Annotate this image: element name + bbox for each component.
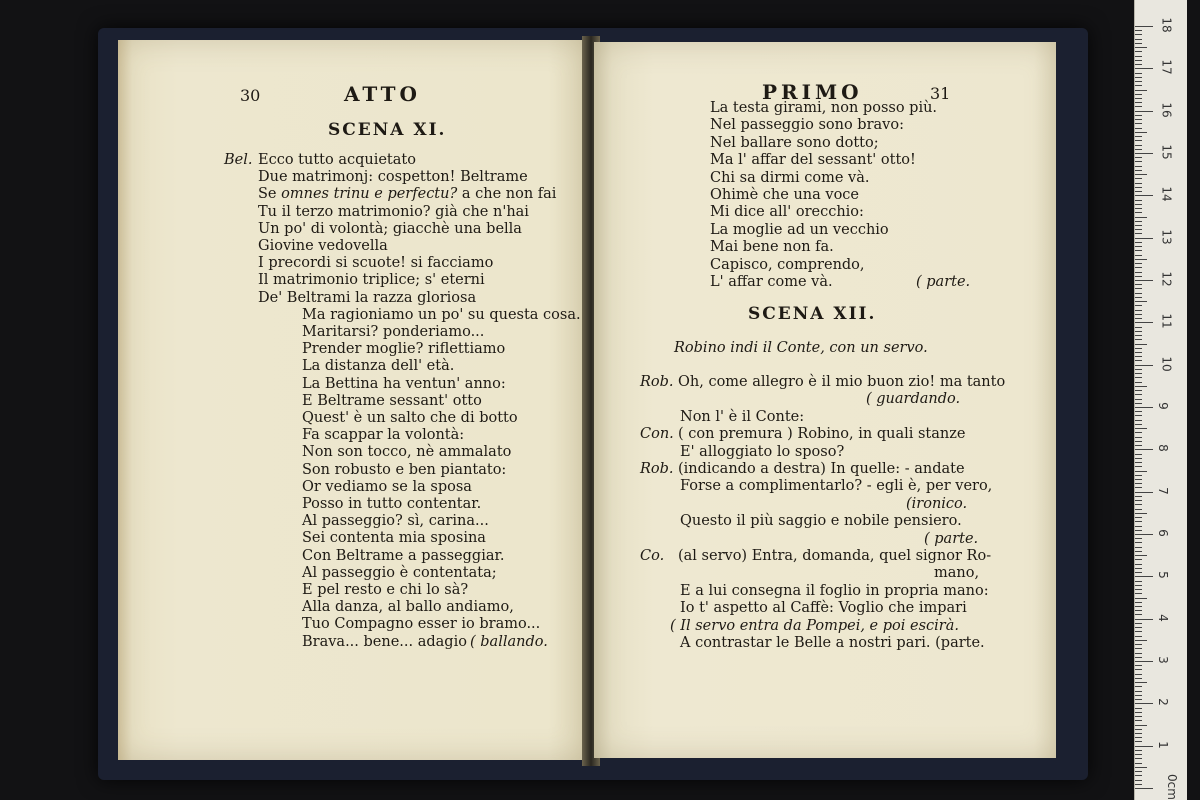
verse-line: Quest' è un salto che di botto <box>302 410 518 426</box>
ruler-tick <box>1135 132 1147 133</box>
ruler-tick <box>1135 669 1142 670</box>
ruler-tick <box>1135 60 1142 61</box>
page-number: 31 <box>930 84 951 103</box>
ruler-tick <box>1135 73 1142 74</box>
ruler-tick <box>1135 43 1142 44</box>
ruler-tick <box>1135 47 1147 48</box>
ruler-tick <box>1135 568 1142 569</box>
ruler-tick <box>1135 360 1142 361</box>
ruler-tick <box>1135 327 1142 328</box>
ruler-tick <box>1135 725 1147 726</box>
ruler-tick <box>1135 178 1142 179</box>
ruler-tick <box>1135 648 1142 649</box>
ruler-tick <box>1135 183 1142 184</box>
ruler-tick <box>1135 665 1142 666</box>
verse-line: Al passeggio? sì, carina... <box>302 513 489 530</box>
verse-line: Giovine vedovella <box>258 238 388 254</box>
ruler-label: 2 <box>1155 698 1170 707</box>
ruler-tick <box>1135 386 1147 387</box>
ruler-tick <box>1135 627 1142 628</box>
ruler-tick <box>1135 204 1142 205</box>
verse-line: De' Beltrami la razza gloriosa <box>258 289 477 306</box>
ruler-tick <box>1135 267 1142 268</box>
ruler-tick <box>1135 170 1142 171</box>
ruler-tick <box>1135 653 1142 654</box>
ruler-tick <box>1135 682 1147 683</box>
ruler-tick <box>1135 242 1142 243</box>
ruler-tick <box>1135 432 1142 433</box>
verse-line: Prender moglie? riflettiamo <box>302 341 506 358</box>
ruler-tick <box>1135 784 1142 785</box>
verse-line: Due matrimonj: cospetton! Beltrame <box>258 169 528 186</box>
speaker-label: Bel. <box>224 152 253 168</box>
ruler-tick <box>1135 754 1142 755</box>
ruler-tick <box>1135 589 1142 590</box>
ruler-tick <box>1135 399 1142 400</box>
ruler-tick <box>1135 703 1153 704</box>
verse-line: L' affar come và. <box>710 274 833 290</box>
ruler-tick <box>1135 276 1142 277</box>
verse-line: Fa scappar la volontà: <box>302 427 465 444</box>
ruler-tick <box>1135 30 1142 31</box>
ruler-label: 13 <box>1159 229 1174 245</box>
verse-line: Posso in tutto contentar. <box>302 496 482 512</box>
ruler-tick <box>1135 348 1142 349</box>
ruler-tick <box>1135 310 1142 311</box>
ruler-tick <box>1135 513 1147 514</box>
dialogue-line: A contrastar le Belle a nostri pari. (parte. <box>680 635 985 651</box>
latin-phrase: omnes trinu e perfectu? <box>281 186 458 203</box>
verse-line: Tuo Compagno esser io bramo... <box>302 616 541 633</box>
verse-line: Ecco tutto acquietato <box>258 152 416 168</box>
ruler-tick <box>1135 212 1142 213</box>
ruler-tick <box>1135 487 1142 488</box>
verse-line: Capisco, comprendo, <box>710 256 865 273</box>
ruler-tick <box>1135 123 1142 124</box>
ruler-tick <box>1135 255 1142 256</box>
stage-direction: ( parte. <box>916 274 971 290</box>
ruler-tick <box>1135 407 1153 408</box>
ruler-tick <box>1135 51 1142 52</box>
verse-line: La testa girami, non posso più. <box>710 100 938 116</box>
ruler-tick <box>1135 576 1153 577</box>
left-page <box>118 40 589 760</box>
page-number: 30 <box>240 86 261 105</box>
ruler-tick <box>1135 771 1142 772</box>
ruler-tick <box>1135 293 1142 294</box>
ruler-tick <box>1135 305 1142 306</box>
ruler-label: 4 <box>1155 613 1170 622</box>
speaker-label: Rob. <box>640 461 674 477</box>
ruler-tick <box>1135 288 1142 289</box>
ruler-tick <box>1135 64 1142 65</box>
ruler-tick <box>1135 411 1142 412</box>
ruler-tick <box>1135 90 1147 91</box>
verse-line: Un po' di volontà; giacchè una bella <box>258 220 522 237</box>
ruler-tick <box>1135 301 1147 302</box>
ruler-tick <box>1135 365 1153 366</box>
ruler-label: 10 <box>1159 356 1174 372</box>
ruler-tick <box>1135 479 1142 480</box>
ruler-tick <box>1135 631 1142 632</box>
ruler-tick <box>1135 758 1142 759</box>
verse-line <box>258 186 556 203</box>
ruler-label: 12 <box>1159 271 1174 287</box>
ruler-tick <box>1135 356 1142 357</box>
ruler-tick <box>1135 221 1142 222</box>
ruler-tick <box>1135 763 1142 764</box>
speaker-label: Con. <box>640 426 674 443</box>
ruler-tick <box>1135 246 1142 247</box>
ruler-tick <box>1135 34 1142 35</box>
ruler-tick <box>1135 344 1147 345</box>
verse-line: Or vediamo se la sposa <box>302 478 472 495</box>
ruler-tick <box>1135 111 1153 112</box>
ruler-tick <box>1135 534 1153 535</box>
verse-line: Al passeggio è contentata; <box>302 564 497 581</box>
verse-line: Alla danza, al ballo andiamo, <box>302 599 514 616</box>
ruler-tick <box>1135 691 1142 692</box>
ruler-tick <box>1135 284 1142 285</box>
ruler-tick <box>1135 623 1142 624</box>
running-head: ATTO <box>344 82 421 106</box>
ruler-tick <box>1135 26 1153 27</box>
verse-line: Chi sa dirmi come và. <box>710 169 870 186</box>
dialogue-line: (al servo) Entra, domanda, quel signor Ro- <box>678 548 992 564</box>
verse-line: Mai bene non fa. <box>710 239 834 256</box>
ruler-label: 3 <box>1155 656 1170 664</box>
ruler-tick <box>1135 229 1142 230</box>
ruler-tick <box>1135 420 1142 421</box>
ruler-tick <box>1135 741 1142 742</box>
verse-line: Ma l' affar del sessant' otto! <box>710 152 916 169</box>
ruler-tick <box>1135 314 1142 315</box>
ruler-tick <box>1135 729 1142 730</box>
ruler-tick <box>1135 208 1142 209</box>
ruler-tick <box>1135 606 1142 607</box>
ruler-tick <box>1135 521 1142 522</box>
ruler-tick <box>1135 233 1142 234</box>
ruler-tick <box>1135 445 1142 446</box>
ruler-tick <box>1135 68 1153 69</box>
speaker-label: Co. <box>640 548 665 564</box>
ruler-tick <box>1135 593 1142 594</box>
ruler-tick <box>1135 174 1147 175</box>
ruler-tick <box>1135 428 1147 429</box>
ruler-tick <box>1135 39 1142 40</box>
ruler-tick <box>1135 157 1142 158</box>
ruler-label: 16 <box>1159 102 1174 118</box>
ruler-tick <box>1135 686 1142 687</box>
ruler-tick <box>1135 149 1142 150</box>
ruler-tick <box>1135 509 1142 510</box>
verse-line: E pel resto e chi lo sà? <box>302 582 469 598</box>
verse-line: La moglie ad un vecchio <box>710 221 889 238</box>
ruler-tick <box>1135 504 1142 505</box>
ruler-tick <box>1135 335 1142 336</box>
ruler-tick <box>1135 424 1142 425</box>
ruler-tick <box>1135 259 1147 260</box>
ruler-tick <box>1135 788 1153 789</box>
ruler-tick <box>1135 471 1147 472</box>
ruler-tick <box>1135 238 1153 239</box>
dialogue-line: Questo il più saggio e nobile pensiero. <box>680 513 962 530</box>
ruler-tick <box>1135 712 1142 713</box>
dialogue-line: mano, <box>934 565 980 582</box>
ruler-tick <box>1135 394 1142 395</box>
ruler-tick <box>1135 441 1142 442</box>
ruler-tick <box>1135 119 1142 120</box>
ruler-tick <box>1135 352 1142 353</box>
ruler-tick <box>1135 720 1142 721</box>
stage-direction: ( ballando. <box>470 633 548 650</box>
ruler-tick <box>1135 678 1142 679</box>
ruler-tick <box>1135 263 1142 264</box>
ruler-tick <box>1135 610 1142 611</box>
verse-line: Tu il terzo matrimonio? già che n'hai <box>258 203 529 220</box>
verse-line: La distanza dell' età. <box>302 358 455 375</box>
verse-line: Il matrimonio triplice; s' eterni <box>258 272 485 289</box>
ruler-tick <box>1135 449 1153 450</box>
verse-text: Se <box>258 186 282 203</box>
verse-line: Sei contenta mia sposina <box>302 530 486 547</box>
ruler-tick <box>1135 161 1142 162</box>
ruler-tick <box>1135 746 1153 747</box>
ruler-tick <box>1135 614 1142 615</box>
ruler-tick <box>1135 106 1142 107</box>
verse-line: Mi dice all' orecchio: <box>710 204 864 221</box>
ruler-tick <box>1135 140 1142 141</box>
verse-line: Non son tocco, nè ammalato <box>302 444 512 461</box>
ruler-tick <box>1135 272 1142 273</box>
ruler-tick <box>1135 674 1142 675</box>
ruler-label: 7 <box>1155 486 1170 495</box>
ruler-tick <box>1135 458 1142 459</box>
dialogue-line: E' alloggiato lo sposo? <box>680 443 845 460</box>
ruler-tick <box>1135 187 1142 188</box>
ruler-tick <box>1135 94 1142 95</box>
ruler-tick <box>1135 775 1142 776</box>
ruler-tick <box>1135 483 1142 484</box>
ruler-tick <box>1135 500 1142 501</box>
ruler-tick <box>1135 733 1142 734</box>
ruler-tick <box>1135 166 1142 167</box>
dialogue-line: Non l' è il Conte: <box>680 408 805 425</box>
verse-line: Nel passeggio sono bravo: <box>710 117 904 134</box>
ruler-label: 14 <box>1159 186 1174 202</box>
ruler-tick <box>1135 297 1142 298</box>
ruler-tick <box>1135 496 1142 497</box>
ruler-tick <box>1135 716 1142 717</box>
ruler-tick <box>1135 530 1142 531</box>
ruler-label: 9 <box>1155 402 1170 410</box>
ruler-tick <box>1135 526 1142 527</box>
ruler-tick <box>1135 217 1147 218</box>
verse-line: La Bettina ha ventun' anno: <box>302 375 506 392</box>
verse-line: Nel ballare sono dotto; <box>710 134 879 151</box>
ruler-tick <box>1135 280 1153 281</box>
ruler-tick <box>1135 191 1142 192</box>
ruler-tick <box>1135 737 1142 738</box>
ruler-tick <box>1135 619 1153 620</box>
ruler-label: 17 <box>1159 59 1174 75</box>
ruler-tick <box>1135 640 1147 641</box>
ruler-tick <box>1135 102 1142 103</box>
dialogue-line: Io t' aspetto al Caffè: Voglio che impari <box>680 600 967 617</box>
ruler-tick <box>1135 695 1142 696</box>
verse-text: a che non fai <box>457 186 557 203</box>
dialogue-line: (indicando a destra) In quelle: - andate <box>678 461 965 477</box>
ruler-tick <box>1135 77 1142 78</box>
ruler-tick <box>1135 81 1142 82</box>
ruler-tick <box>1135 56 1142 57</box>
ruler-tick <box>1135 85 1142 86</box>
ruler-tick <box>1135 390 1142 391</box>
ruler-tick <box>1135 555 1147 556</box>
ruler-tick <box>1135 767 1147 768</box>
verse-line: Son robusto e ben piantato: <box>302 461 507 478</box>
stage-direction: ( parte. <box>924 530 979 547</box>
ruler-tick <box>1135 454 1142 455</box>
ruler-label: 0cm <box>1164 774 1179 800</box>
ruler-tick <box>1135 551 1142 552</box>
ruler-tick <box>1135 585 1142 586</box>
ruler-tick <box>1135 517 1142 518</box>
dialogue-line: E a lui consegna il foglio in propria mano: <box>680 582 989 599</box>
ruler-tick <box>1135 657 1142 658</box>
ruler-tick <box>1135 382 1142 383</box>
ruler-tick <box>1135 195 1153 196</box>
ruler-tick <box>1135 780 1142 781</box>
ruler-label: 8 <box>1155 444 1170 453</box>
ruler-tick <box>1135 318 1142 319</box>
ruler-tick <box>1135 538 1142 539</box>
ruler-tick <box>1135 403 1142 404</box>
ruler-tick <box>1135 492 1153 493</box>
ruler-tick <box>1135 225 1142 226</box>
ruler-tick <box>1135 466 1142 467</box>
ruler-tick <box>1135 322 1153 323</box>
ruler-tick <box>1135 475 1142 476</box>
ruler-tick <box>1135 542 1142 543</box>
ruler-tick <box>1135 145 1142 146</box>
right-page <box>594 42 1056 758</box>
ruler-tick <box>1135 661 1153 662</box>
speaker-label: Rob. <box>640 374 674 390</box>
verse-line: I precordi si scuote! si facciamo <box>258 255 494 272</box>
dialogue-line: ( con premura ) Robino, in quali stanze <box>678 426 966 443</box>
ruler-tick <box>1135 136 1142 137</box>
ruler-label: 1 <box>1155 740 1170 749</box>
ruler-tick <box>1135 339 1142 340</box>
ruler-label: 6 <box>1155 529 1170 537</box>
ruler-label: 15 <box>1159 144 1174 160</box>
ruler-tick <box>1135 547 1142 548</box>
ruler-tick <box>1135 369 1142 370</box>
stage-direction: ( Il servo entra da Pompei, e poi escirà. <box>670 617 959 634</box>
ruler-tick <box>1135 250 1142 251</box>
ruler-tick <box>1135 331 1142 332</box>
ruler-tick <box>1135 708 1142 709</box>
ruler-tick <box>1135 153 1153 154</box>
ruler-tick <box>1135 750 1142 751</box>
ruler-tick <box>1135 98 1142 99</box>
ruler-tick <box>1135 128 1142 129</box>
running-head: PRIMO <box>762 80 863 104</box>
ruler-tick <box>1135 200 1142 201</box>
scene-title: SCENA XI. <box>328 120 447 140</box>
dialogue-line: Forse a complimentarlo? - egli è, per vero, <box>680 478 993 495</box>
ruler-label: 11 <box>1159 313 1174 329</box>
ruler-tick <box>1135 115 1142 116</box>
ruler-tick <box>1135 602 1142 603</box>
ruler-tick <box>1135 699 1142 700</box>
ruler-tick <box>1135 644 1142 645</box>
ruler-tick <box>1135 564 1142 565</box>
verse-line: Ohimè che una voce <box>710 187 860 203</box>
ruler-tick <box>1135 572 1142 573</box>
ruler-tick <box>1135 415 1142 416</box>
scene-title: SCENA XII. <box>748 304 877 324</box>
ruler-label: 18 <box>1159 17 1174 33</box>
verse-line: Brava... bene... adagio <box>302 633 467 650</box>
verse-line: Ma ragioniamo un po' su questa cosa. <box>302 306 581 323</box>
ruler-tick <box>1135 373 1142 374</box>
ruler-label: 5 <box>1155 571 1170 580</box>
ruler-tick <box>1135 377 1142 378</box>
verse-line: Con Beltrame a passeggiar. <box>302 547 505 564</box>
ruler-tick <box>1135 462 1142 463</box>
measuring-ruler <box>1134 0 1187 800</box>
dialogue-line: Oh, come allegro è il mio buon zio! ma tanto <box>678 374 1006 390</box>
ruler-tick <box>1135 636 1142 637</box>
scene-cast: Robino indi il Conte, con un servo. <box>674 340 928 356</box>
ruler-tick <box>1135 598 1147 599</box>
verse-line: Maritarsi? ponderiamo... <box>302 324 485 340</box>
verse-line: E Beltrame sessant' otto <box>302 392 482 409</box>
ruler-tick <box>1135 581 1142 582</box>
stage-direction: (ironico. <box>906 495 968 512</box>
ruler-tick <box>1135 559 1142 560</box>
ruler-tick <box>1135 437 1142 438</box>
stage-direction: ( guardando. <box>866 391 961 408</box>
